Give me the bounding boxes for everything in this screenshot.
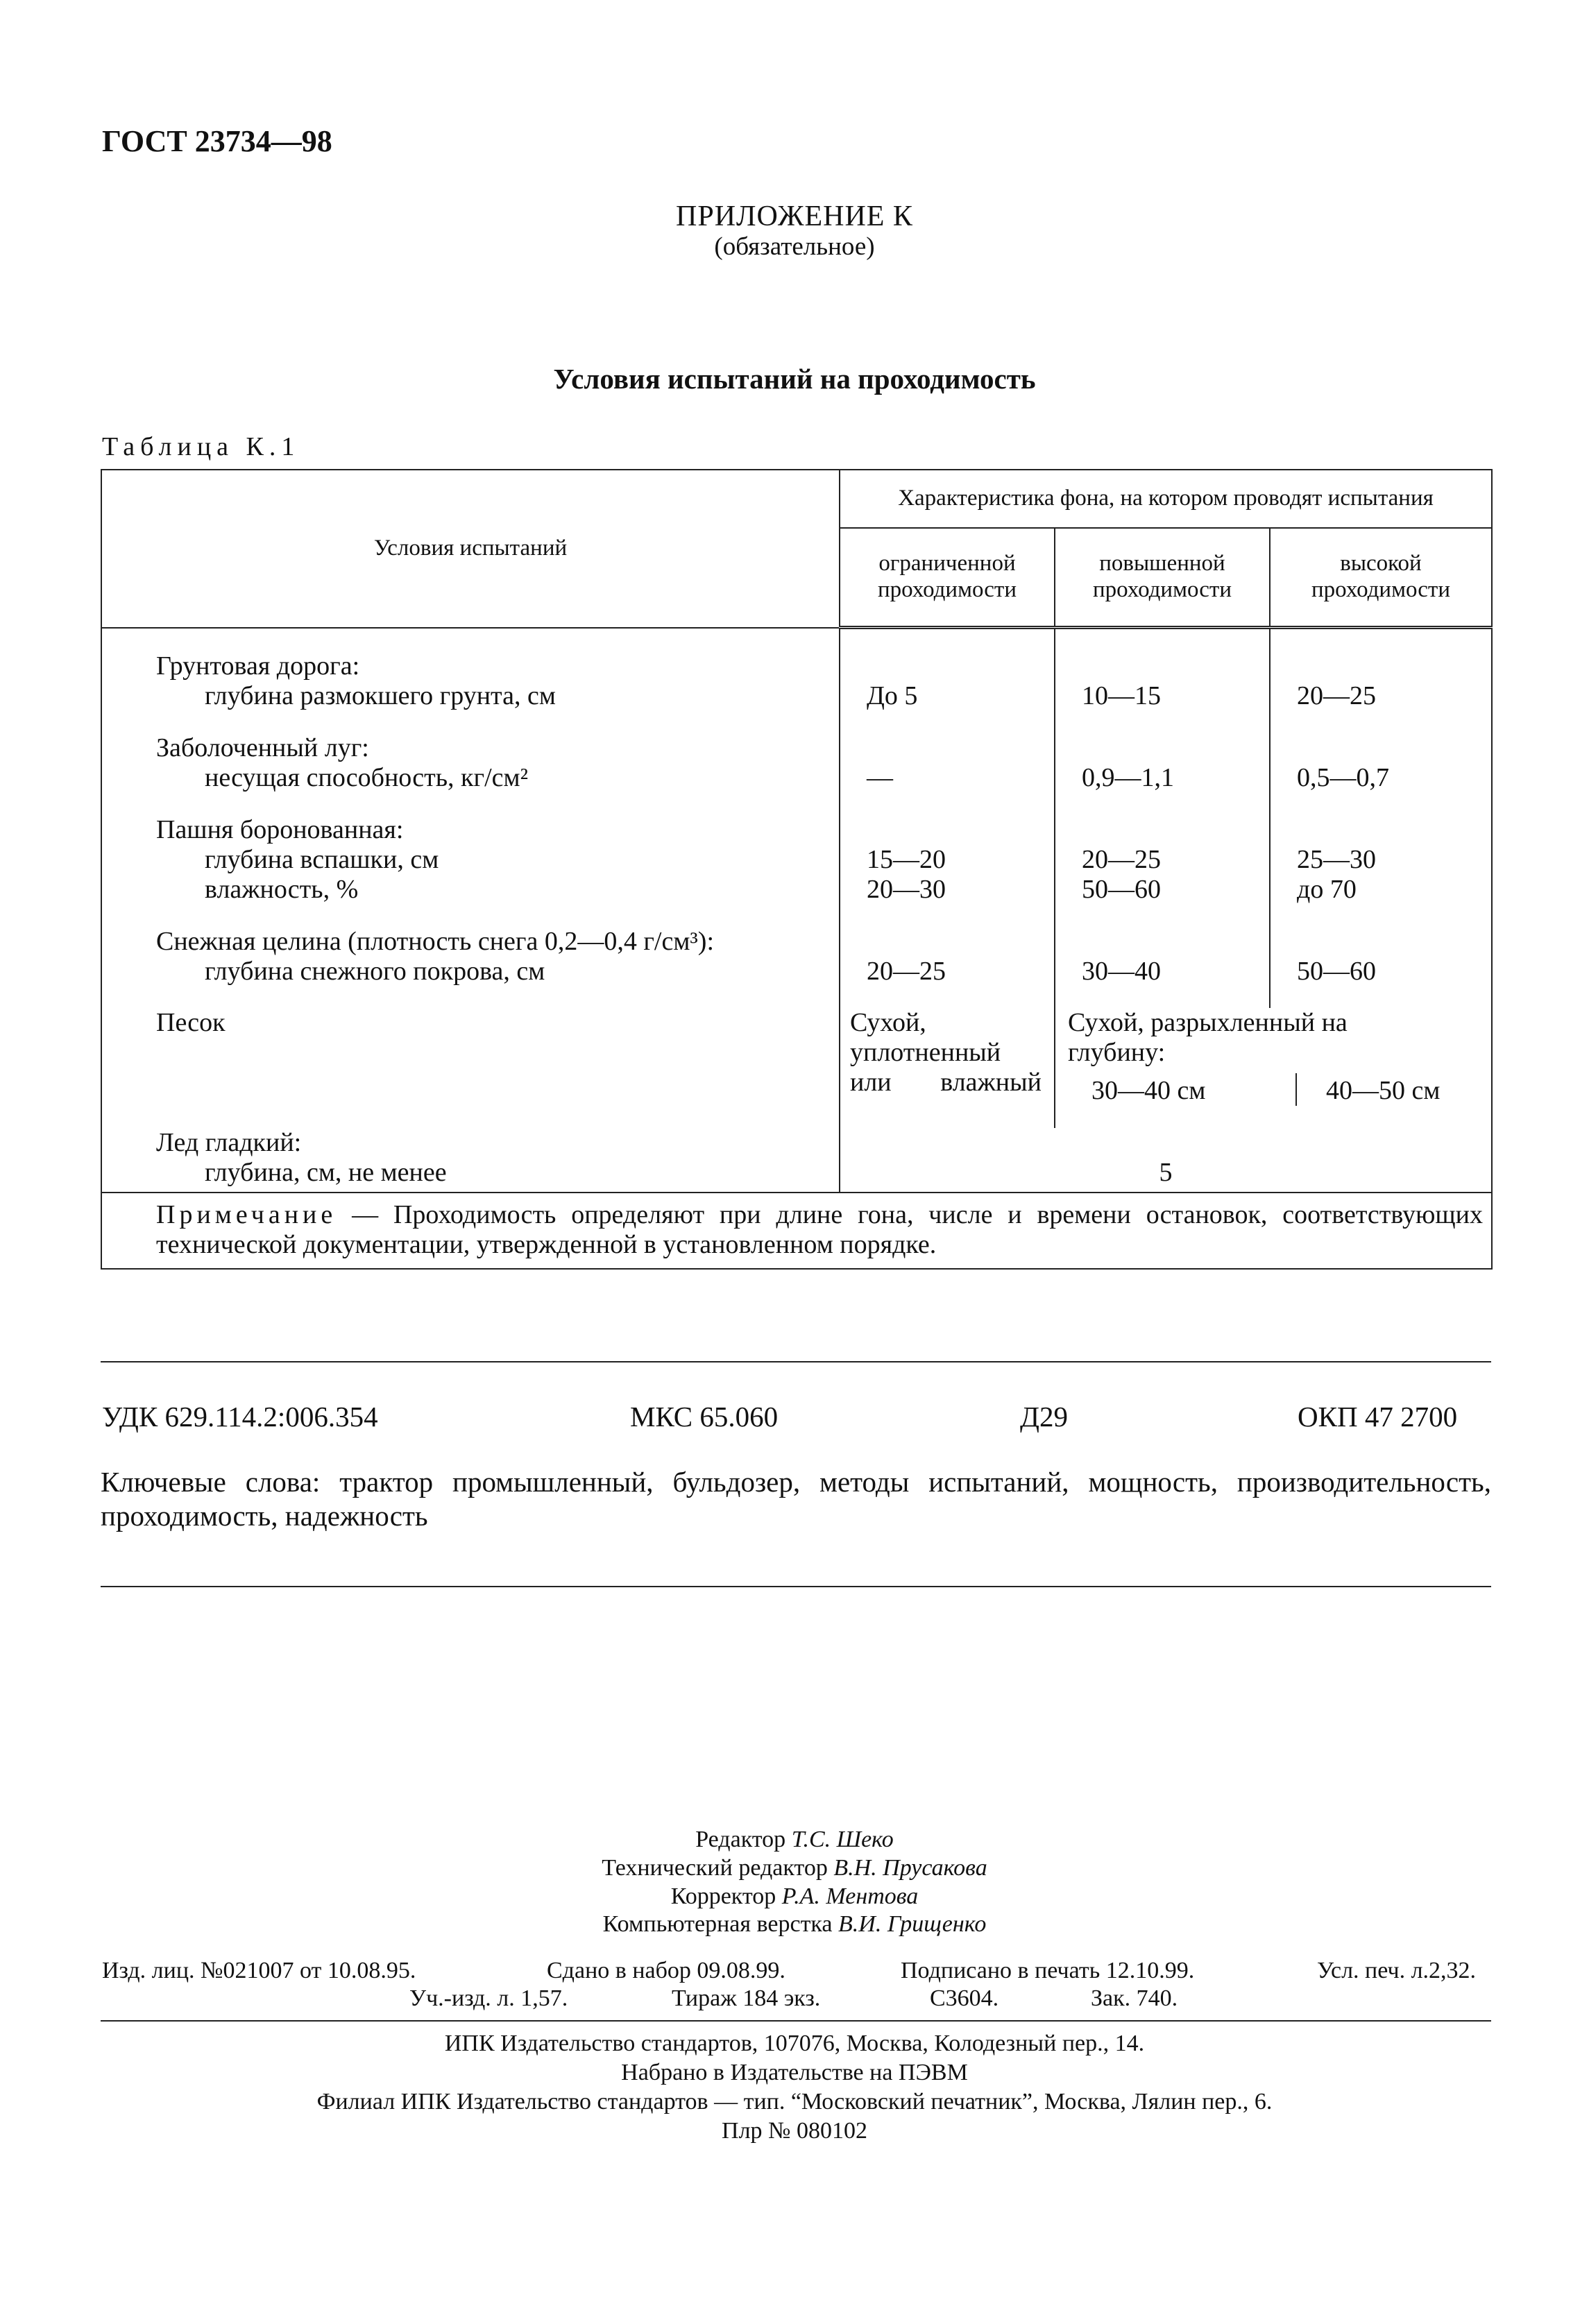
print-run: Тираж 184 экз. [672,1985,821,2011]
order-number: Зак. 740. [1091,1985,1178,2011]
row-condition [101,927,840,986]
footer-line: Плр № 080102 [722,2118,867,2144]
table-note [101,1193,1492,1269]
cell-limited: 20—25 [840,927,1055,986]
row-param: глубина, см, не менее [205,1158,447,1188]
cell-limited: До 5 [840,651,1055,711]
cell-high: 20—25 [1270,651,1492,711]
cell-sand-loose [1055,1008,1492,1106]
row-condition [101,815,840,875]
keywords: Ключевые слова: трактор промышленный, бульдозер, методы испытаний, мощность, производительность, проходимость, надежность [101,1466,1491,1532]
table-row [101,733,1492,793]
table-row [101,1128,1492,1193]
row-group: Песок [156,1008,226,1038]
table-row [101,875,1492,905]
c-code: С3604. [930,1985,999,2011]
okp-code: ОКП 47 2700 [1298,1401,1458,1433]
signed-date: Подписано в печать 12.10.99. [901,1958,1195,1983]
cell-high: 0,5—0,7 [1270,733,1492,793]
table-row [101,815,1492,875]
row-param: влажность, % [205,874,359,904]
row-condition [101,1008,840,1106]
cell-ice-value: 5 [840,1128,1492,1193]
divider [101,1586,1491,1587]
pub-sheets: Уч.-изд. л. 1,57. [409,1985,568,2011]
row-condition [101,1128,840,1193]
header-high: высокой проходимости [1270,528,1492,628]
row-group: Снежная целина (плотность снега 0,2—0,4 г/см³): [156,926,715,956]
divider [101,1361,1491,1362]
udk-code: УДК 629.114.2:006.354 [102,1401,378,1433]
credit-line: Технический редактор В.Н. Прусакова [602,1854,987,1881]
row-param: глубина вспашки, см [205,844,439,874]
doc-code: ГОСТ 23734—98 [102,124,332,158]
credit-line: Компьютерная верстка В.И. Грищенко [602,1911,987,1938]
credit-line: Корректор Р.А. Ментова [670,1883,919,1909]
cell-high: 25—30 [1270,815,1492,875]
divider [101,2020,1491,2022]
header-increased: повышенной проходимости [1055,528,1270,628]
d-code: Д29 [1020,1401,1068,1433]
cell-increased: 50—60 [1055,875,1270,905]
sand-value-high: 40—50 см [1295,1073,1440,1106]
cell-increased: 0,9—1,1 [1055,733,1270,793]
mks-code: МКС 65.060 [630,1401,779,1433]
sand-value-increased: 30—40 см [1091,1076,1206,1106]
table-label: Таблица К.1 [102,432,300,461]
row-condition [101,733,840,793]
sand-loose-text: Сухой, разрыхленный на глубину: [1068,1008,1348,1068]
cell-increased: 20—25 [1055,815,1270,875]
credits [0,1826,1589,1939]
row-condition [101,875,840,905]
section-title: Условия испытаний на проходимость [553,363,1036,395]
header-limited: ограниченной проходимости [840,528,1055,628]
table-row [101,927,1492,986]
cell-high: до 70 [1270,875,1492,905]
cell-increased: 30—40 [1055,927,1270,986]
footer-line: Филиал ИПК Издательство стандартов — тип. “Московский печатник”, Москва, Лялин пер., 6. [316,2089,1273,2114]
license: Изд. лиц. №021007 от 10.08.95. [102,1958,416,1983]
row-group: Пашня боронованная: [156,814,404,844]
row-param: глубина снежного покрова, см [205,956,545,986]
cell-increased: 10—15 [1055,651,1270,711]
row-group: Заболоченный луг: [156,733,369,762]
cell-limited: — [840,733,1055,793]
row-group: Лед гладкий: [156,1128,302,1158]
note-label: Примечание [156,1200,337,1230]
annex-subtitle: (обязательное) [714,232,875,261]
cell-high: 50—60 [1270,927,1492,986]
cell-limited: 20—30 [840,875,1055,905]
table-note-row [101,1193,1492,1269]
credit-line: Редактор Т.С. Шеко [695,1827,894,1852]
annex-title: ПРИЛОЖЕНИЕ К [676,200,913,232]
table-row [101,1008,1492,1106]
footer-line: ИПК Издательство стандартов, 107076, Москва, Колодезный пер., 14. [444,2031,1145,2056]
cell-limited: 15—20 [840,815,1055,875]
row-condition [101,651,840,711]
print-sheets: Усл. печ. л.2,32. [1317,1958,1477,1983]
footer-line: Набрано в Издательстве на ПЭВМ [621,2060,968,2085]
conditions-table [101,469,1493,1270]
header-background-group: Характеристика фона, на котором проводят испытания [840,470,1492,528]
sand-values [1068,1073,1491,1106]
note-text: — Проходимость определяют при длине гона, числе и времени остановок, соответствующих технической документации, утвержденной в установленном порядке. [156,1200,1483,1260]
row-param: глубина размокшего грунта, см [205,681,556,710]
header-conditions: Условия испытаний [101,470,840,628]
typeset-date: Сдано в набор 09.08.99. [547,1958,785,1983]
row-param: несущая способность, кг/см² [205,762,528,792]
row-group: Грунтовая дорога: [156,651,360,681]
cell-sand-limited: Сухой, уплотненный или влажный [840,1008,1055,1106]
table-row [101,651,1492,711]
